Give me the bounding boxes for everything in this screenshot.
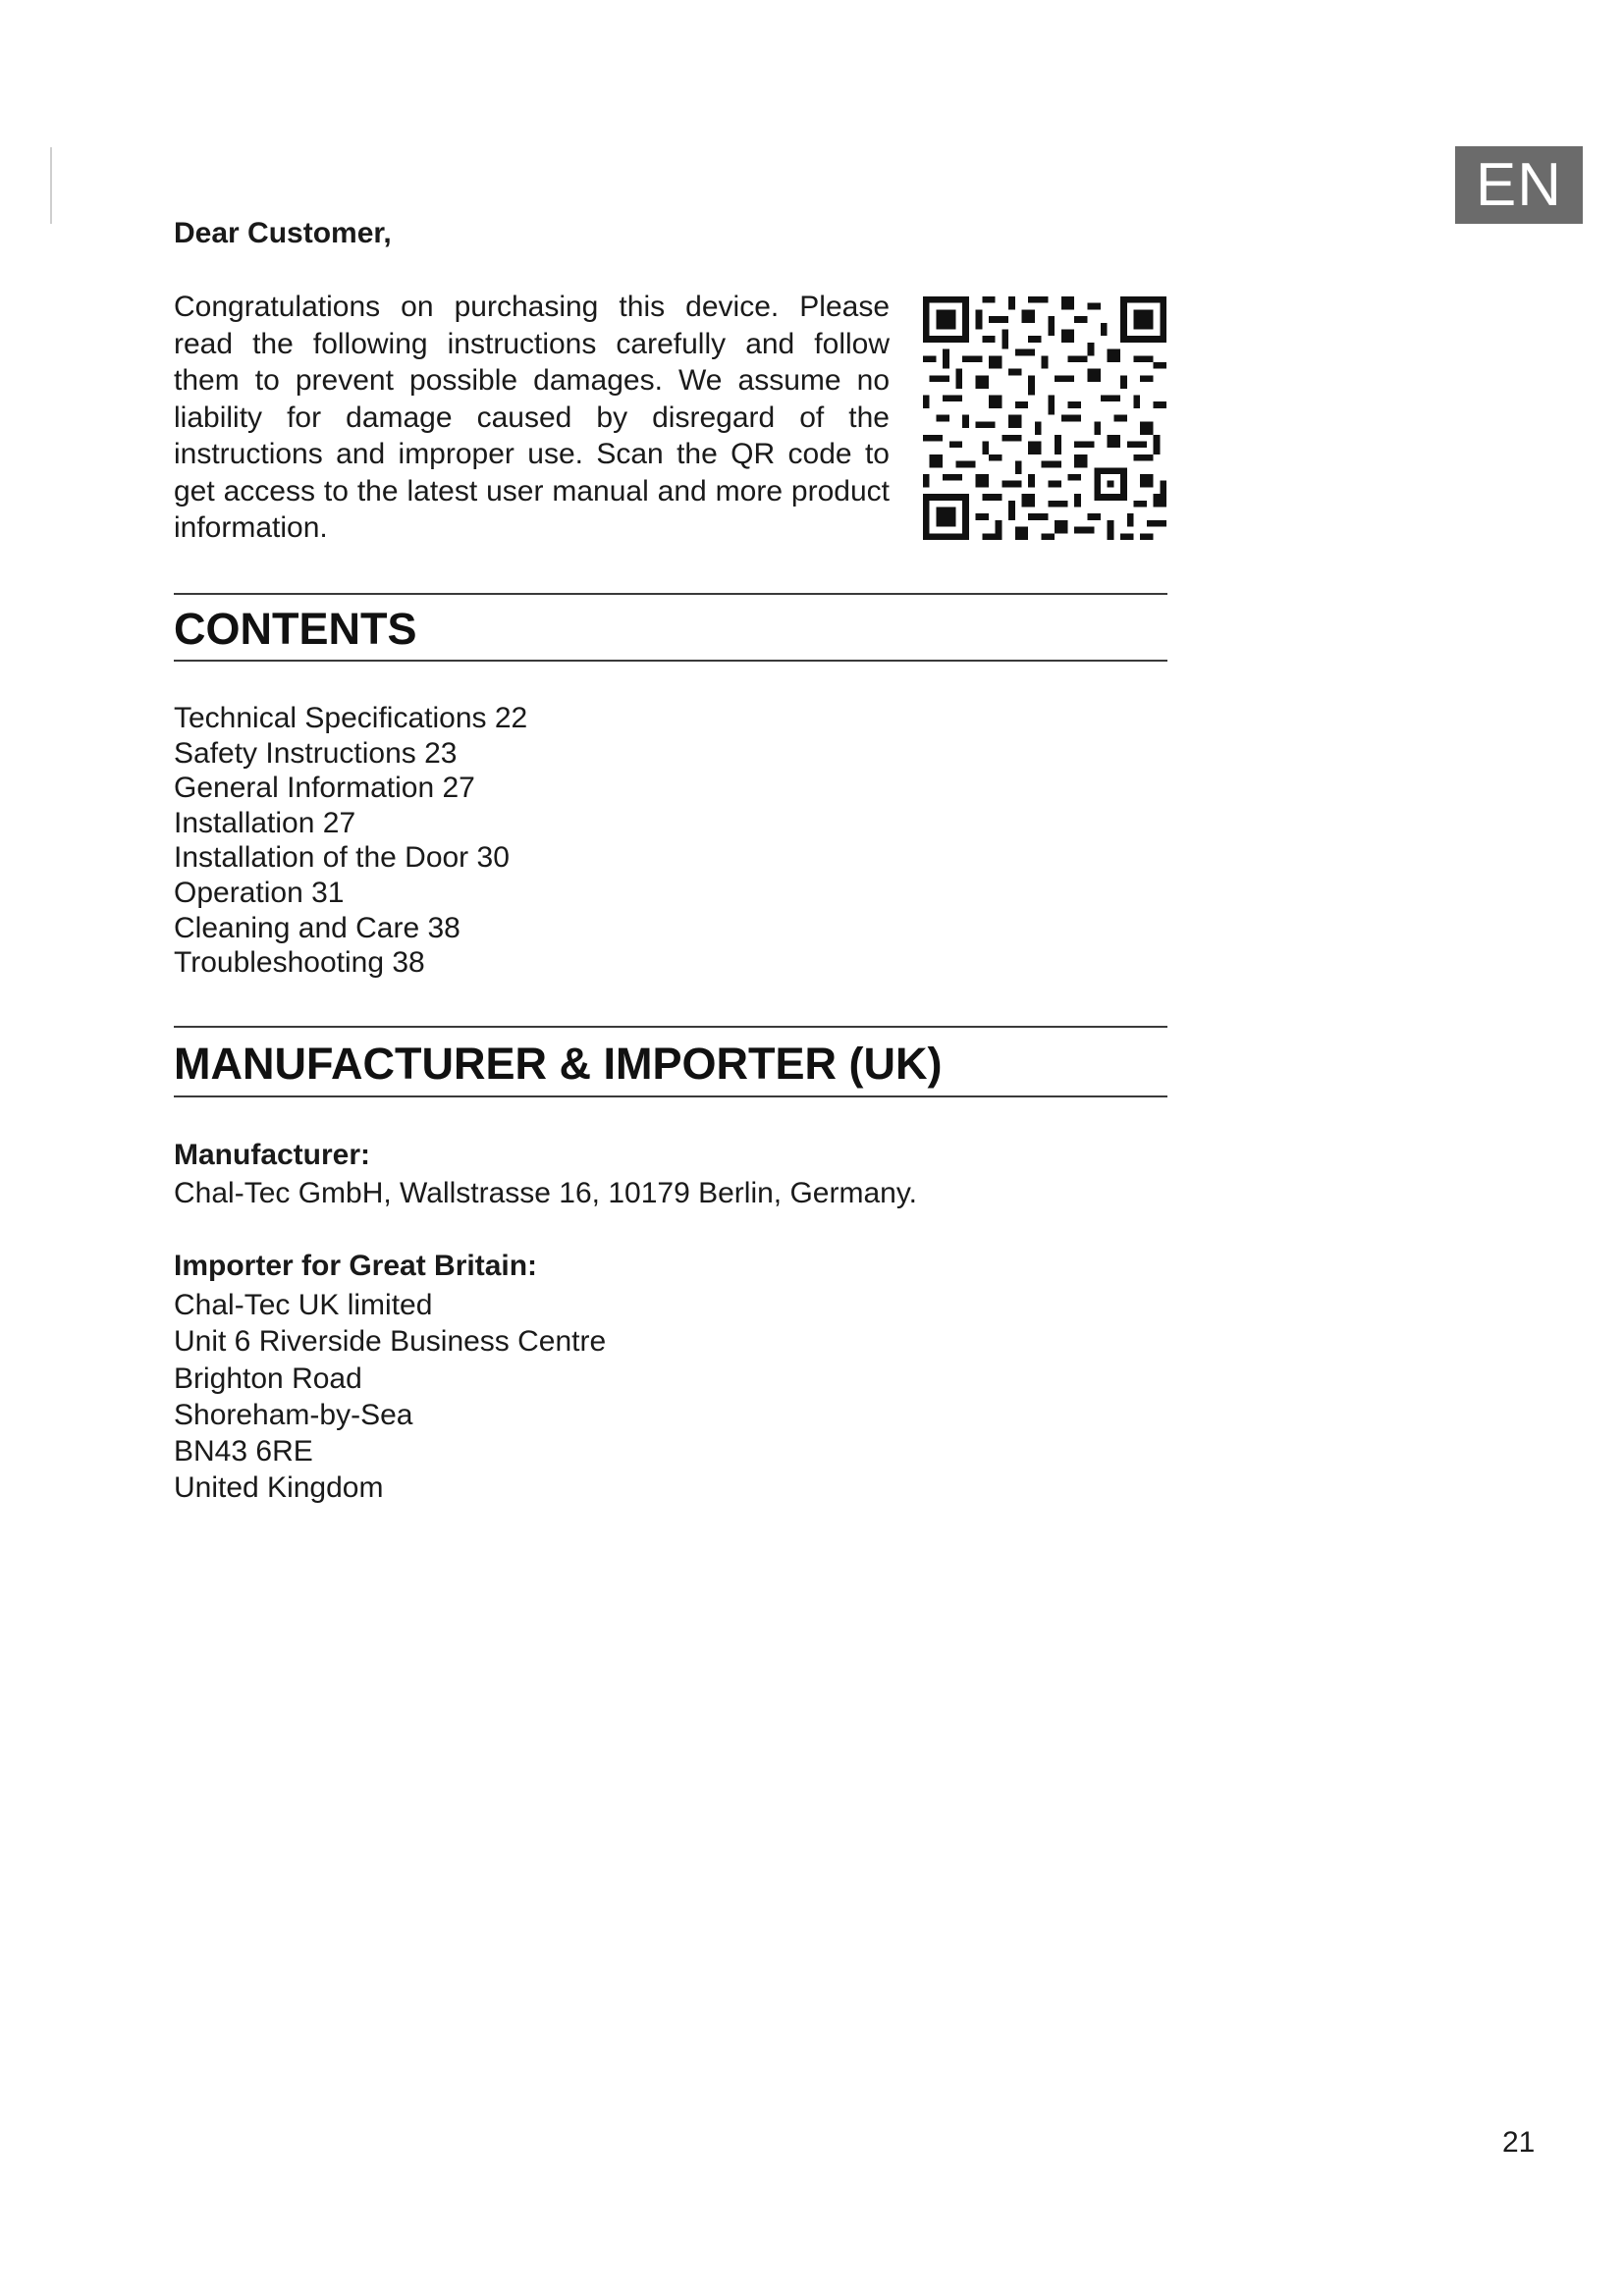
toc-item[interactable]: Installation of the Door 30: [174, 841, 510, 875]
address-line: Shoreham-by-Sea: [174, 1398, 413, 1431]
toc-item[interactable]: Cleaning and Care 38: [174, 911, 460, 944]
manufacturer-label: Manufacturer:: [174, 1139, 371, 1171]
contents-rule-top: [174, 593, 1167, 595]
table-of-contents: [174, 701, 527, 981]
address-line: Chal-Tec UK limited: [174, 1289, 433, 1321]
contents-heading: CONTENTS: [174, 604, 417, 654]
language-badge: EN: [1455, 146, 1583, 224]
manufacturer-rule-bottom: [174, 1095, 1167, 1097]
contents-rule-bottom: [174, 660, 1167, 662]
margin-line: [50, 147, 52, 224]
intro-paragraph: Congratulations on purchasing this device. Please read the following instructions carefully and follow them to prevent possible damages. We assume no liability for damage caused by disregard of the instructions and improper use. Scan the QR code to get access to the latest user manual and more product information.: [174, 291, 890, 544]
manufacturer-rule-top: [174, 1026, 1167, 1028]
toc-item[interactable]: Technical Specifications 22: [174, 702, 528, 734]
page-number: 21: [1502, 2126, 1536, 2159]
importer-address: [174, 1287, 606, 1507]
toc-item[interactable]: General Information 27: [174, 772, 475, 805]
manufacturer-address: Chal-Tec GmbH, Wallstrasse 16, 10179 Berlin, Germany.: [174, 1177, 917, 1209]
qr-code[interactable]: [923, 296, 1166, 540]
toc-item[interactable]: Operation 31: [174, 876, 345, 909]
greeting: Dear Customer,: [174, 217, 392, 249]
toc-item[interactable]: Troubleshooting 38: [174, 946, 425, 980]
address-line: BN43 6RE: [174, 1435, 313, 1468]
address-line: Unit 6 Riverside Business Centre: [174, 1325, 607, 1359]
toc-item[interactable]: Installation 27: [174, 806, 356, 839]
importer-label: Importer for Great Britain:: [174, 1250, 538, 1282]
address-line: Brighton Road: [174, 1362, 362, 1395]
address-line: United Kingdom: [174, 1471, 384, 1505]
manufacturer-heading: MANUFACTURER & IMPORTER (UK): [174, 1039, 943, 1089]
toc-item[interactable]: Safety Instructions 23: [174, 736, 458, 770]
